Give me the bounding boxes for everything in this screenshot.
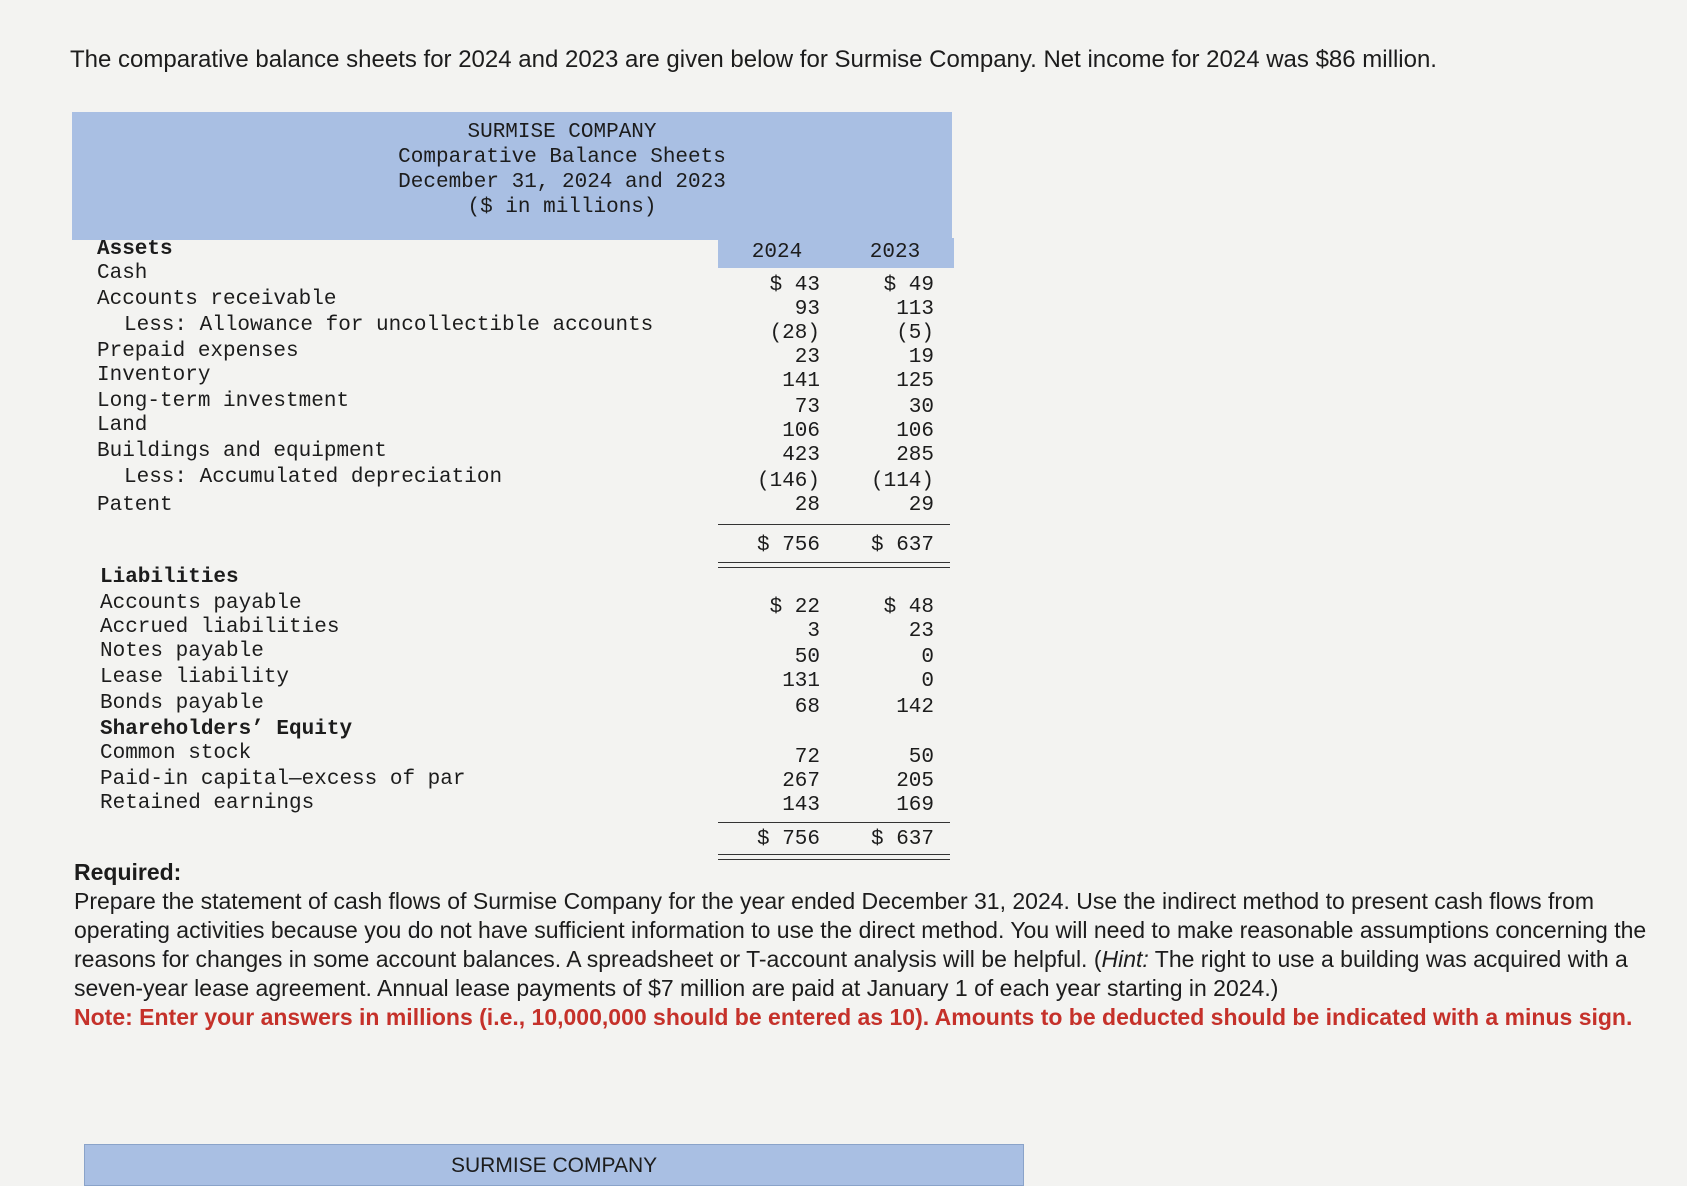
column-header-2023: 2023 [836,238,954,268]
statement-date: December 31, 2024 and 2023 [398,171,726,194]
answer-table-header [84,1144,1024,1186]
cell-2023: 142 [896,696,934,719]
equity-total-2024: $ 756 [756,828,820,851]
equity-subtotal-rule [718,822,950,823]
cell-2023: (5) [896,322,934,345]
cell-2024: 50 [794,646,820,669]
intro-text: The comparative balance sheets for 2024 and 2023 are given below for Surmise Company. Net income for 2024 was $86 million. [70,46,1437,73]
row-label: Inventory [97,364,211,387]
cell-2023: (114) [870,470,934,493]
assets-total-double-rule [718,562,950,568]
hint-label: Hint: [1101,946,1149,972]
required-title: Required: [74,859,182,885]
row-label: Less: Allowance for uncollectible accounts [124,314,654,337]
assets-subtotal-rule [718,524,950,525]
note-text: Note: Enter your answers in millions (i.e., 10,000,000 should be entered as 10). Amounts to be deducted should be indicated with a minus sign. [74,1004,1633,1030]
liabilities-heading: Liabilities [100,566,239,589]
company-name: SURMISE COMPANY [467,121,657,144]
cell-2023: 205 [896,770,934,793]
required-body: Prepare the statement of cash flows of Surmise Company for the year ended December 31, 2024. Use the indirect method to present cash flows from operating activities because you do not have sufficient information to use the direct method. You will need to make reasonable assumptions concerning the reasons for changes in some account balances. A spreadsheet or T-account analysis will be helpful. (Hint: The right to use a building was acquired with a seven-year lease agreement. Annual lease payments of $7 million are paid at January 1 of each year starting in 2024.) [74,888,1647,1001]
statement-units: ($ in millions) [467,196,657,219]
row-label: Common stock [100,742,252,765]
cell-2024: 423 [782,444,820,467]
cell-2024: 23 [794,346,820,369]
row-label: Retained earnings [100,792,315,815]
row-label: Accounts payable [100,592,302,615]
cell-2023: 125 [896,370,934,393]
statement-title: Comparative Balance Sheets [398,146,726,169]
row-label: Long-term investment [97,390,350,413]
cell-2023: 0 [921,670,934,693]
cell-2024: 141 [782,370,820,393]
cell-2024: (28) [769,322,820,345]
row-label: Notes payable [100,640,264,663]
cell-2023: 106 [896,420,934,443]
equity-total-2023: $ 637 [870,828,934,851]
row-label: Patent [97,494,173,517]
row-label: Lease liability [100,666,290,689]
row-label: Less: Accumulated depreciation [124,466,503,489]
row-label: Paid-in capital—excess of par [100,768,466,791]
equity-heading: Shareholders’ Equity [100,718,353,741]
cell-2024: 143 [782,794,820,817]
row-label: Cash [97,262,148,285]
cell-2024: 72 [794,746,820,769]
cell-2023: 50 [908,746,934,769]
cell-2024: 267 [782,770,820,793]
row-label: Prepaid expenses [97,340,299,363]
cell-2023: 30 [908,396,934,419]
cell-2023: 29 [908,494,934,517]
cell-2024: (146) [756,470,820,493]
cell-2024: 106 [782,420,820,443]
assets-total-2023: $ 637 [870,534,934,557]
cell-2024: 28 [794,494,820,517]
assets-heading: Assets [97,238,173,261]
cell-2023: 113 [896,298,934,321]
cell-2023: $ 48 [883,596,934,619]
assets-total-2024: $ 756 [756,534,820,557]
row-label: Buildings and equipment [97,440,387,463]
cell-2023: 169 [896,794,934,817]
row-label: Accounts receivable [97,288,337,311]
cell-2023: 0 [921,646,934,669]
cell-2024: $ 22 [769,596,820,619]
cell-2024: 73 [794,396,820,419]
answer-table-title: SURMISE COMPANY [451,1154,658,1177]
balance-sheet-header [72,112,952,240]
column-header-2024: 2024 [718,238,836,268]
cell-2023: 23 [908,620,934,643]
cell-2024: $ 43 [769,274,820,297]
required-section [74,858,1654,1032]
row-label: Land [97,414,148,437]
cell-2024: 131 [782,670,820,693]
cell-2023: 285 [896,444,934,467]
cell-2024: 68 [794,696,820,719]
cell-2024: 3 [807,620,820,643]
row-label: Accrued liabilities [100,616,340,639]
cell-2024: 93 [794,298,820,321]
cell-2023: $ 49 [883,274,934,297]
cell-2023: 19 [908,346,934,369]
row-label: Bonds payable [100,692,264,715]
